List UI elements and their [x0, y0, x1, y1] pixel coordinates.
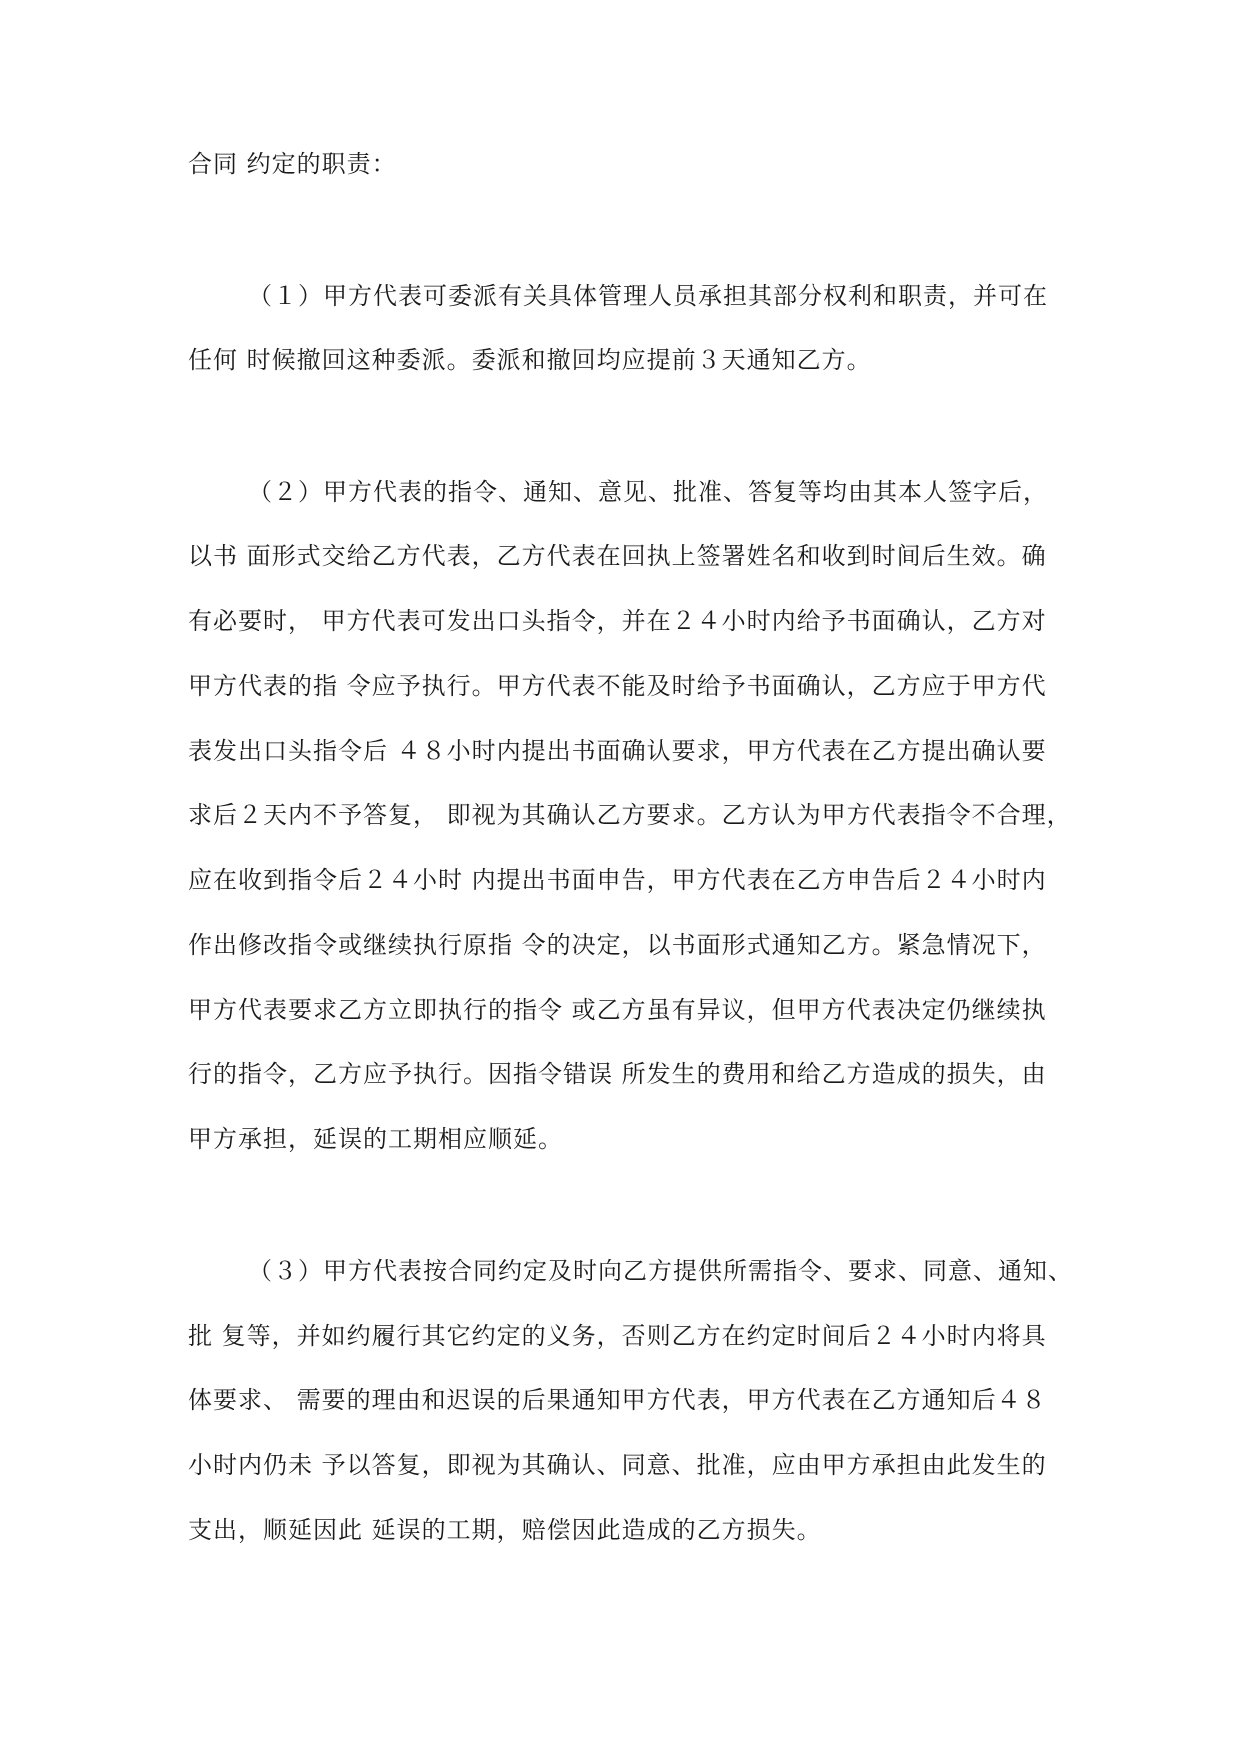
text-line: 体要求、 需要的理由和迟误的后果通知甲方代表，甲方代表在乙方通知后４８	[188, 1386, 1047, 1414]
text-line: 甲方代表要求乙方立即执行的指令 或乙方虽有异议，但甲方代表决定仍继续执	[188, 996, 1047, 1024]
text-line: （３）甲方代表按合同约定及时向乙方提供所需指令、要求、同意、通知、	[248, 1257, 1073, 1285]
text-line: 作出修改指令或继续执行原指 令的决定，以书面形式通知乙方。紧急情况下，	[188, 931, 1047, 959]
text-line: 合同 约定的职责：	[188, 150, 397, 178]
text-line: 表发出口头指令后 ４８小时内提出书面确认要求，甲方代表在乙方提出确认要	[188, 737, 1047, 765]
text-line: 甲方代表的指 令应予执行。甲方代表不能及时给予书面确认，乙方应于甲方代	[188, 672, 1047, 700]
text-line: 甲方承担，延误的工期相应顺延。	[188, 1125, 563, 1153]
text-line: 行的指令，乙方应予执行。因指令错误 所发生的费用和给乙方造成的损失，由	[188, 1060, 1047, 1088]
text-line: 求后２天内不予答复， 即视为其确认乙方要求。乙方认为甲方代表指令不合理，	[188, 801, 1072, 829]
text-line: （１）甲方代表可委派有关具体管理人员承担其部分权利和职责，并可在	[248, 282, 1048, 310]
text-line: （２）甲方代表的指令、通知、意见、批准、答复等均由其本人签字后，	[248, 478, 1048, 506]
text-line: 批 复等，并如约履行其它约定的义务，否则乙方在约定时间后２４小时内将具	[188, 1322, 1047, 1350]
text-line: 小时内仍未 予以答复，即视为其确认、同意、批准，应由甲方承担由此发生的	[188, 1451, 1047, 1479]
text-line: 应在收到指令后２４小时 内提出书面申告，甲方代表在乙方申告后２４小时内	[188, 866, 1047, 894]
text-line: 支出，顺延因此 延误的工期，赔偿因此造成的乙方损失。	[188, 1516, 822, 1544]
text-line: 以书 面形式交给乙方代表，乙方代表在回执上签署姓名和收到时间后生效。确	[188, 542, 1047, 570]
text-line: 任何 时候撤回这种委派。委派和撤回均应提前３天通知乙方。	[188, 346, 872, 374]
text-line: 有必要时， 甲方代表可发出口头指令，并在２４小时内给予书面确认，乙方对	[188, 607, 1047, 635]
